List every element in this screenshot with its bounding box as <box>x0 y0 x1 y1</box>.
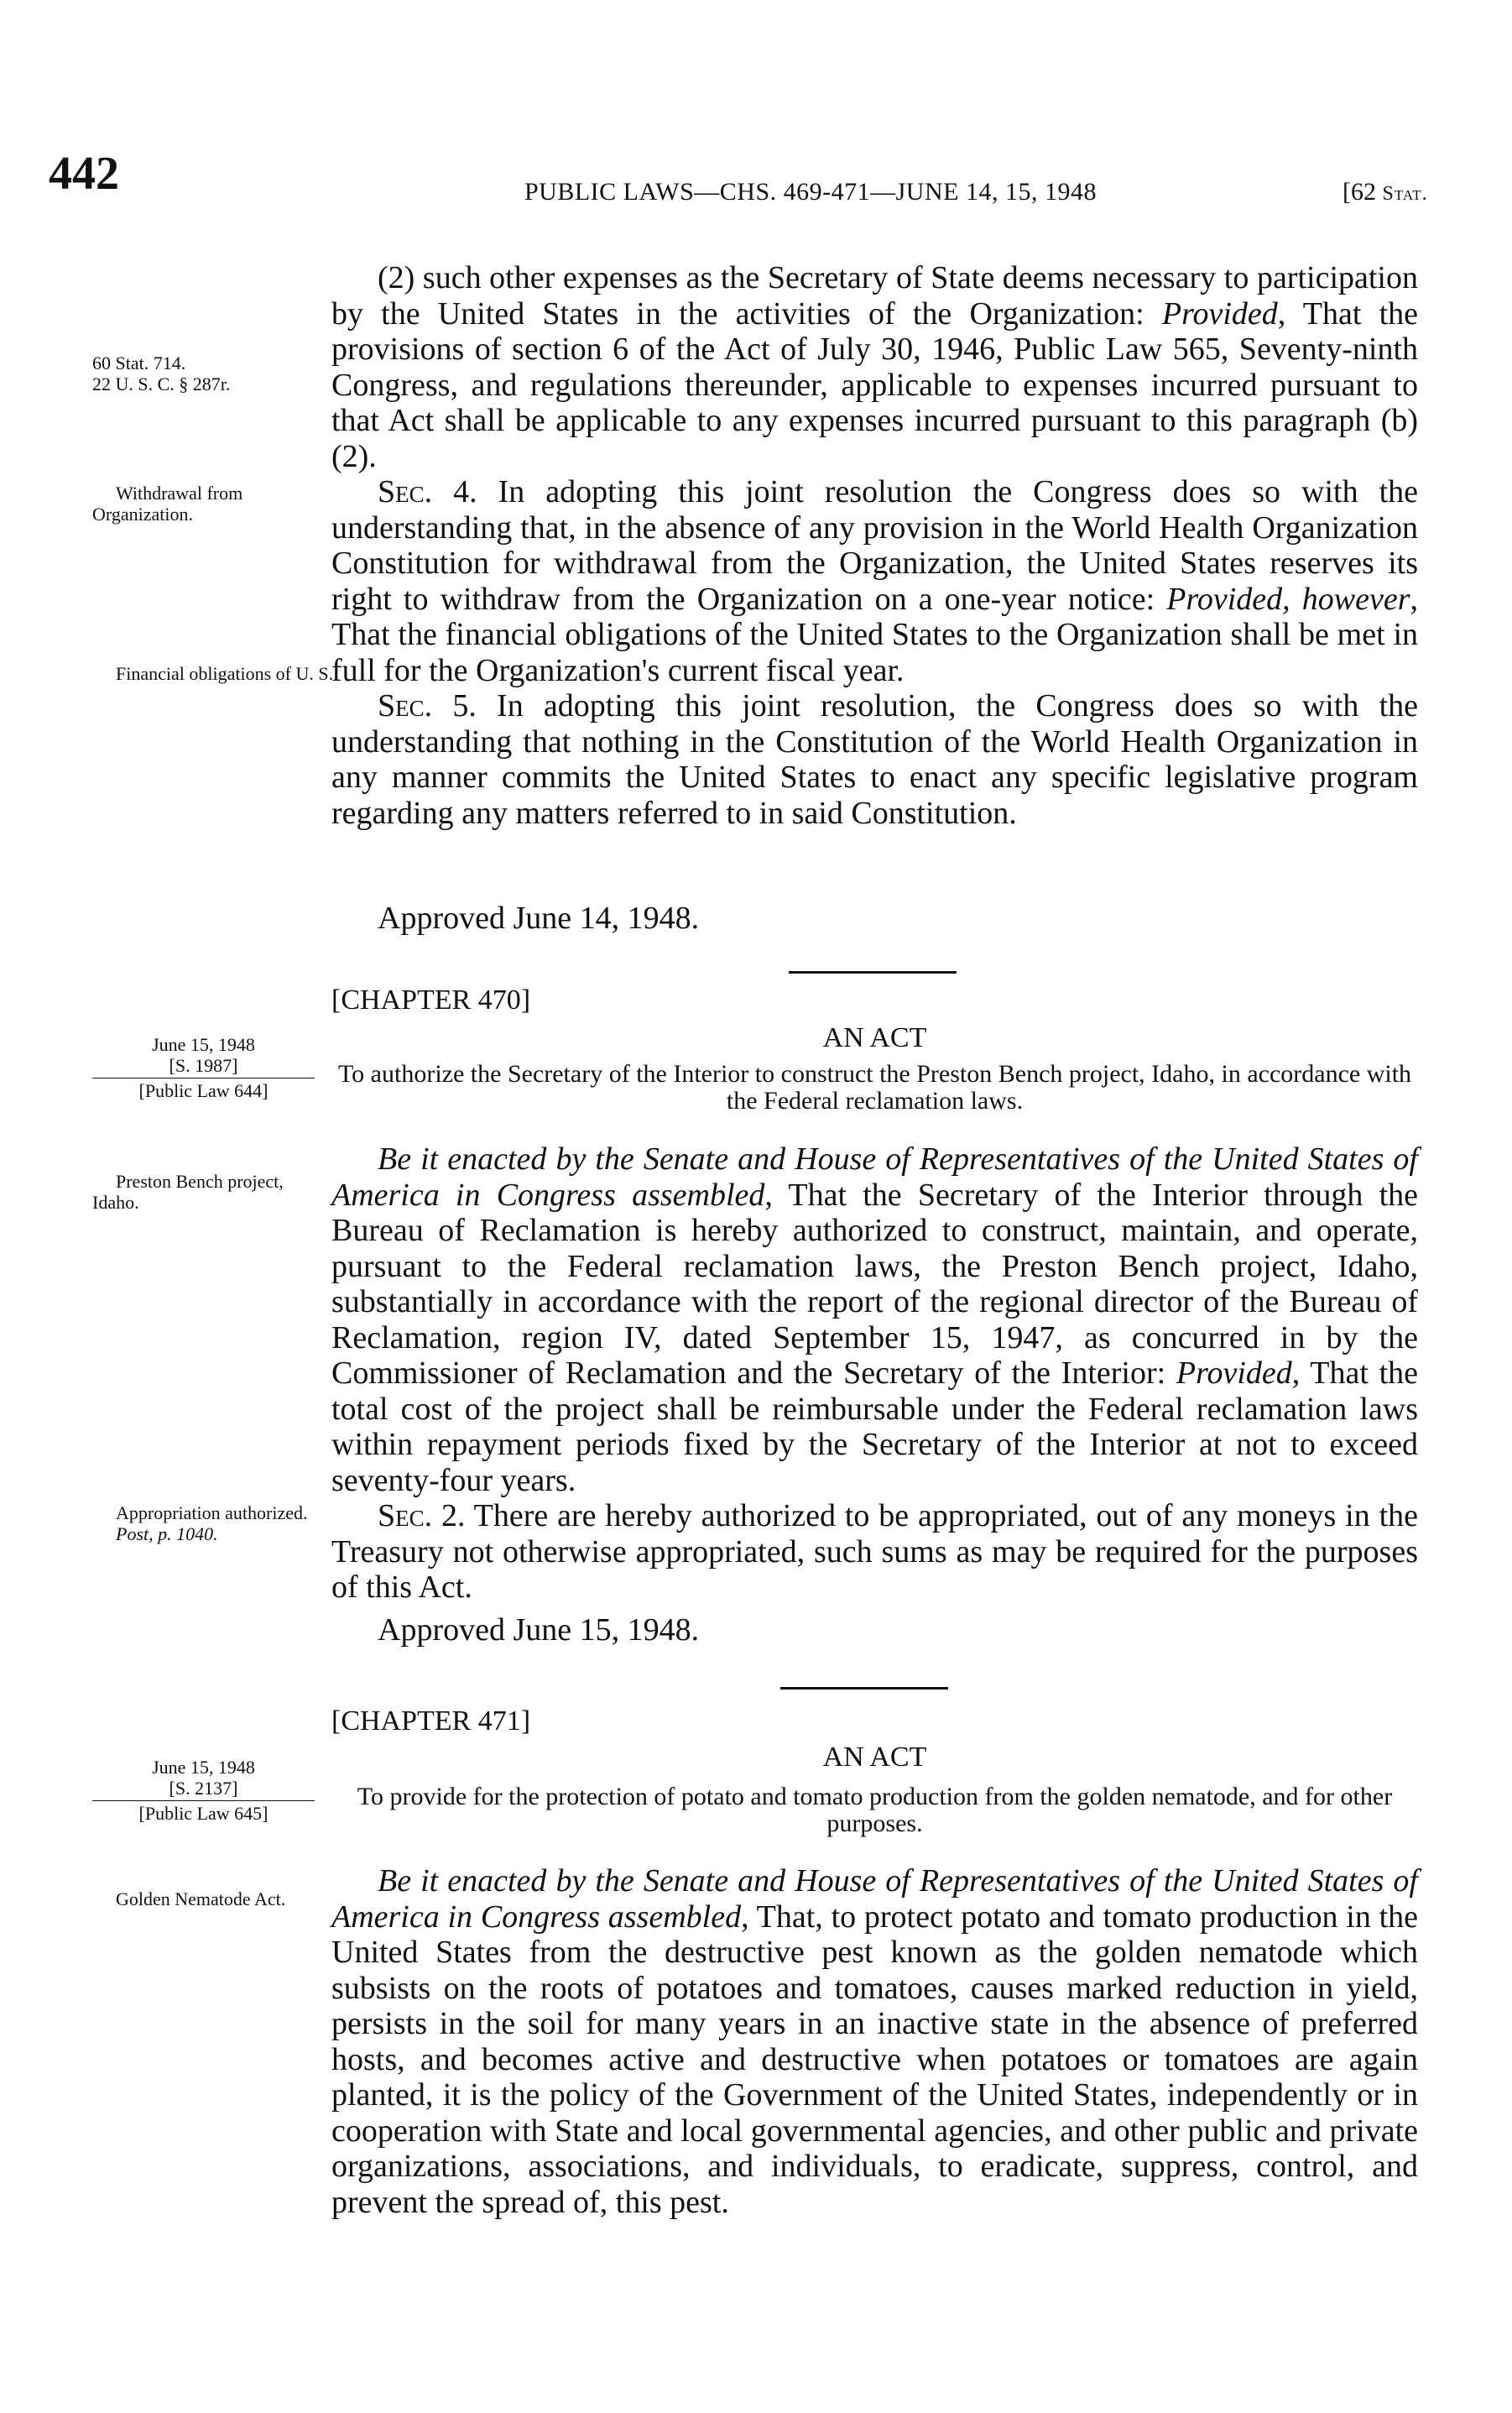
bill-471-law: [Public Law 645] <box>138 1803 269 1824</box>
withdrawal-note: Withdrawal from Organization. <box>92 483 243 525</box>
bill-470-law: [Public Law 644] <box>138 1080 269 1101</box>
margin-golden <box>92 1888 315 1909</box>
enacting-clause-471: Be it enacted by the Senate and House of Representatives of the United States of America in Congress assembled <box>331 1863 1418 1935</box>
bill-471-info <box>92 1757 315 1824</box>
ch470-text-1: , That the Secretary of the Interior through the Bureau of Reclamation is hereby authorized to construct, maintain, and operate, pursuant to the Federal reclamation laws, the Preston Bench project, Idaho, substantially in accordance with the report of the regional director of the Bureau of Reclamation, region IV, dated September 15, 1947, as concurred in by the Commissioner of Reclamation and the Secretary of the Interior: <box>331 1177 1418 1391</box>
approved-june-15: Approved June 15, 1948. <box>378 1612 700 1648</box>
para2-provided: Provided <box>1161 295 1278 332</box>
divider-rule-1 <box>789 971 957 974</box>
chapter-470-an-act: AN ACT <box>822 1022 927 1053</box>
body-text-top <box>331 260 1418 831</box>
bill-470-info <box>92 1034 315 1101</box>
enacting-clause-470: Be it enacted by the Senate and House of Representatives of the United States of America in Congress assembled <box>331 1141 1418 1213</box>
ch470-sec2-label: Sec. 2. <box>378 1498 466 1533</box>
bill-471-number: [S. 2137] <box>169 1778 238 1799</box>
sec5-text: In adopting this joint resolution, the Congress does so with the understanding that nothing in the Constitution of the World Health Organization in any manner commits the United States to enact any specific legislative program regarding any matters referred to in said Constitution. <box>331 688 1419 831</box>
citation-line-1: 60 Stat. 714. <box>92 353 186 373</box>
chapter-471-enacting <box>331 1863 1418 2220</box>
sec5-label: Sec. 5. <box>378 688 477 723</box>
volume-reference <box>1343 178 1428 206</box>
chapter-470-title: [CHAPTER 470] <box>331 985 531 1016</box>
margin-withdrawal <box>92 483 336 525</box>
bill-471-divider <box>92 1800 315 1801</box>
margin-financial <box>92 663 336 684</box>
ch470-sec2-text: There are hereby authorized to be appropriated, out of any moneys in the Treasury not otherwise appropriated, such sums as may be required for the purposes of this Act. <box>331 1498 1418 1605</box>
running-head: PUBLIC LAWS—CHS. 469-471—JUNE 14, 15, 1948 <box>524 178 1097 206</box>
section-5 <box>331 688 1418 831</box>
paragraph-b2 <box>331 260 1418 474</box>
page-number: 442 <box>49 148 119 200</box>
sec4-text: In adopting this joint resolution the Congress does so with the understanding that, in the absence of any provision in the World Health Organization Constitution for withdrawal from the Organization, the United States reserves its right to withdraw from the Organization on a one-year notice: <box>331 474 1418 617</box>
divider-rule-2 <box>780 1687 948 1690</box>
appropriation-note: Appropriation authorized. <box>116 1502 308 1523</box>
bill-470-date: June 15, 1948 <box>152 1034 255 1055</box>
ch471-text: , That, to protect potato and tomato production in the United States from the destructive pest known as the golden nematode which subsists on the roots of potatoes and tomatoes, causes marked reduction in yield, persists in the soil for many years in an inactive state in the absence of preferred hosts, and becomes active and destructive when potatoes or tomatoes are again planted, it is the policy of the Government of the United States, independently or in cooperation with State and local governmental agencies, and other public and private organizations, associations, and individuals, to eradicate, suppress, control, and prevent the spread of, this pest. <box>331 1899 1419 2220</box>
bill-470-divider <box>92 1078 315 1079</box>
volume-ref-text: [62 <box>1343 178 1383 206</box>
margin-citation <box>92 353 315 394</box>
chapter-471-title: [CHAPTER 471] <box>331 1705 531 1737</box>
chapter-471-an-act: AN ACT <box>822 1742 927 1773</box>
chapter-470-long-title: To authorize the Secretary of the Interior to construct the Preston Bench project, Idaho, in accordance with the Federal reclamation laws. <box>337 1060 1412 1115</box>
chapter-471-body <box>331 1863 1418 2220</box>
volume-ref-stat: Stat. <box>1382 183 1428 205</box>
citation-line-2: 22 U. S. C. § 287r. <box>92 373 231 394</box>
ch470-provided: Provided <box>1176 1355 1292 1391</box>
bill-470-number: [S. 1987] <box>169 1055 238 1076</box>
preston-note: Preston Bench project, Idaho. <box>92 1171 284 1213</box>
ch470-text-2: , That the total cost of the project shall be reimbursable under the Federal reclamation laws within repayment periods fixed by the Secretary of the Interior at not to exceed seventy-four years. <box>331 1355 1419 1498</box>
margin-appropriation <box>92 1502 315 1544</box>
financial-note: Financial obligations of U. S. <box>116 663 334 684</box>
chapter-470-enacting <box>331 1141 1418 1498</box>
sec4-provided: Provided, however <box>1166 581 1410 617</box>
section-4 <box>331 474 1418 688</box>
approved-june-14: Approved June 14, 1948. <box>378 901 700 936</box>
chapter-470-sec2 <box>331 1498 1418 1606</box>
sec4-label: Sec. 4. <box>378 474 477 509</box>
para2-text-2: , That the provisions of section 6 of the Act of July 30, 1946, Public Law 565, Seventy-ninth Congress, and regulations thereunder, applicable to expenses incurred pursuant to that Act shall be applicable to any expenses incurred pursuant to this paragraph (b) (2). <box>331 295 1418 474</box>
para2-text: (2) such other expenses as the Secretary of State deems necessary to participation by the United States in the activities of the Organization: <box>331 260 1418 332</box>
margin-preston <box>92 1171 315 1213</box>
bill-471-date: June 15, 1948 <box>152 1757 255 1778</box>
post-ref-text: Post, p. 1040. <box>116 1523 218 1544</box>
chapter-471-long-title: To provide for the protection of potato and tomato production from the golden nematode, and for other purposes. <box>357 1783 1393 1837</box>
sec4-text-2: , That the financial obligations of the United States to the Organization shall be met in full for the Organization's current fiscal year. <box>331 581 1418 688</box>
post-ref-note <box>92 1523 315 1544</box>
golden-note: Golden Nematode Act. <box>116 1888 286 1909</box>
chapter-470-body <box>331 1141 1418 1606</box>
